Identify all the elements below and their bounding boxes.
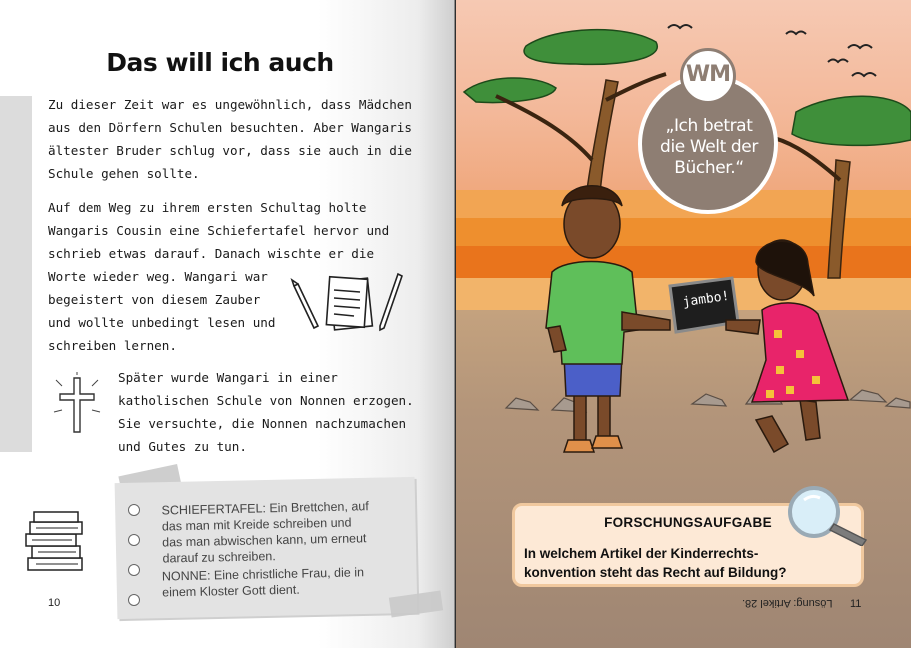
text-line: darauf zu schreiben. <box>162 549 276 566</box>
glossary-entry-nonne <box>162 563 403 600</box>
quote-text <box>646 116 772 179</box>
quote-line: Bücher.“ <box>674 158 744 178</box>
solution-upside-down: Lösung: Artikel 28. <box>742 597 833 609</box>
binder-ring-icon <box>128 504 140 516</box>
question-line: konvention steht das Recht auf Bildung? <box>524 565 787 580</box>
text-line: Worte wieder weg. Wangari war <box>48 269 268 284</box>
question-line: In welchem Artikel der Kinderrechts- <box>524 546 759 561</box>
text-line: das man mit Kreide schreiben und <box>161 515 352 534</box>
slate-word: jambo! <box>681 288 731 311</box>
logo-text: WM <box>685 62 731 87</box>
text-line: das man abwischen kann, um erneut <box>162 531 367 550</box>
cross-icon <box>50 372 104 438</box>
right-page-overlay <box>456 0 911 648</box>
page-number-left: 10 <box>48 597 61 609</box>
text-line: und wollte unbedingt lesen und <box>48 315 276 330</box>
text-line: und Gutes zu tun. <box>118 439 247 454</box>
page-title: Das will ich auch <box>106 48 334 77</box>
text-line: aus den Dörfern Schulen besuchten. Aber Wangaris <box>48 120 412 135</box>
pen-paper-icon <box>288 272 408 336</box>
quote-line: „Ich betrat <box>665 116 753 136</box>
text-line: SCHIEFERTAFEL: Ein Brettchen, auf <box>161 499 369 518</box>
binder-ring-icon <box>128 594 140 606</box>
text-line: begeistert von diesem Zauber <box>48 292 261 307</box>
text-line: einem Kloster Gott dient. <box>162 582 300 600</box>
task-title: FORSCHUNGSAUFGABE <box>604 515 772 530</box>
text-line: Zu dieser Zeit war es ungewöhnlich, dass Mädchen <box>48 97 412 112</box>
paragraph-3 <box>118 366 418 458</box>
text-line: Auf dem Weg zu ihrem ersten Schultag holte <box>48 200 367 215</box>
text-line: Wangaris Cousin eine Schiefertafel hervor und <box>48 223 390 238</box>
text-line: Sie versuchte, die Nonnen nachzumachen <box>118 416 407 431</box>
binder-ring-icon <box>128 564 140 576</box>
text-line: katholischen Schule von Nonnen erzogen. <box>118 393 414 408</box>
text-line: NONNE: Eine christliche Frau, die in <box>161 565 365 584</box>
margin-stripe <box>0 96 32 452</box>
books-icon <box>22 508 90 578</box>
text-line: ältester Bruder schlug vor, dass sie auch in die <box>48 143 412 158</box>
text-line: schrieb etwas darauf. Danach wischte er die <box>48 246 375 261</box>
text-line: Schule gehen sollte. <box>48 166 200 181</box>
page-number-right: 11 <box>850 598 862 610</box>
text-line: schreiben lernen. <box>48 338 177 353</box>
quote-line: die Welt der <box>660 137 758 157</box>
paragraph-1 <box>48 93 412 185</box>
binder-ring-icon <box>128 534 140 546</box>
task-question <box>524 544 854 582</box>
glossary-entry-schiefertafel <box>161 497 402 566</box>
text-line: Später wurde Wangari in einer <box>118 370 338 385</box>
